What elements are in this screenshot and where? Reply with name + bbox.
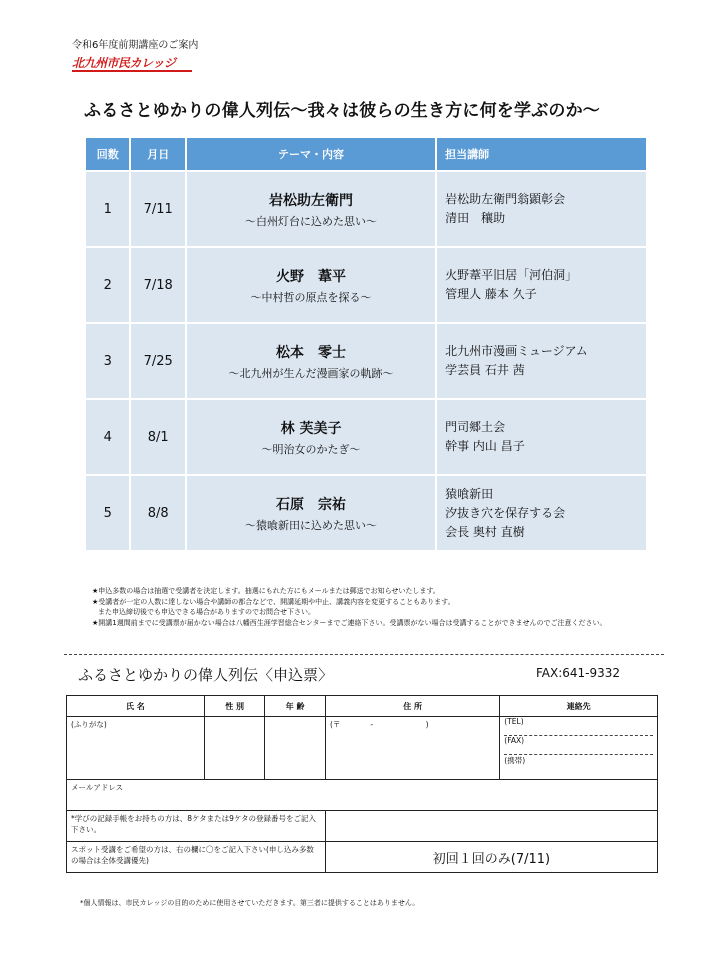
table-row [86, 476, 646, 550]
note-line: ★受講者が一定の人数に達しない場合や講師の都合などで、開講延期や中止、講義内容を変更することもあります。 [92, 597, 455, 606]
lecturer-line: 北九州市漫画ミュージアム [445, 344, 588, 358]
note-line: また申込締切後でも申込できる場合がありますのでお問合せ下さい。 [98, 608, 315, 616]
lecturer-line: 管理人 藤本 久子 [445, 287, 537, 301]
row-date: 7/25 [131, 324, 185, 398]
learning-record-row [67, 811, 658, 842]
table-row [86, 248, 646, 322]
lecturer-line: 岩松助左衛門翁顕彰会 [445, 192, 566, 206]
form-header-row [67, 696, 658, 717]
lecturer-line: 清田 穰助 [445, 211, 506, 225]
note-line: ★申込多数の場合は抽選で受講者を決定します。抽選にもれた方にもメールまたは郵送でお知らせいたします。 [92, 587, 440, 595]
row-lecturer [437, 248, 646, 322]
theme-name: 火野 葦平 [276, 268, 347, 285]
spot-row [67, 842, 658, 873]
row-theme [187, 248, 435, 322]
theme-subtitle: ～白州灯台に込めた思い～ [245, 214, 378, 228]
college-logo: 北九州市民カレッジ [72, 56, 176, 70]
row-theme [187, 324, 435, 398]
header-lecturer: 担当講師 [437, 138, 646, 170]
row-lecturer [437, 476, 646, 550]
form-title: ふるさとゆかりの偉人列伝〈申込票〉 [78, 666, 334, 684]
learning-record-field[interactable] [325, 811, 657, 842]
row-no: 3 [86, 324, 129, 398]
row-date: 7/11 [131, 172, 185, 246]
header-date: 月日 [131, 138, 185, 170]
first-only-field[interactable]: 初回１回のみ(7/11) [325, 842, 657, 873]
row-lecturer [437, 400, 646, 474]
fax-label: (FAX) [504, 736, 653, 755]
lecturer-line: 学芸員 石井 茜 [445, 363, 525, 377]
lecturer-line: 猿喰新田 [445, 486, 494, 501]
schedule-table [84, 136, 648, 552]
application-form [66, 695, 658, 873]
email-row [67, 780, 658, 811]
email-label: メールアドレス [71, 783, 124, 792]
tel-label: (TEL) [504, 717, 653, 736]
contact-field[interactable] [500, 717, 658, 780]
email-field[interactable] [67, 780, 658, 811]
theme-name: 岩松助左衛門 [269, 192, 354, 209]
row-theme [187, 400, 435, 474]
header-address: 住 所 [325, 696, 499, 717]
form-input-row [67, 717, 658, 780]
lecturer-line: 会長 奥村 直樹 [445, 524, 525, 539]
theme-subtitle: ～中村哲の原点を探る～ [250, 290, 372, 304]
row-date: 7/18 [131, 248, 185, 322]
header-contact: 連絡先 [500, 696, 658, 717]
privacy-footer: *個人情報は、市民カレッジの目的のために使用させていただきます。第三者に提供することはありません。 [80, 899, 420, 907]
row-no: 4 [86, 400, 129, 474]
spot-note: スポット受講をご希望の方は、右の欄に〇をご記入下さい(申し込み多数の場合は全体受講優先) [67, 842, 326, 873]
row-lecturer [437, 324, 646, 398]
name-field[interactable] [67, 717, 205, 780]
header-note: 令和6年度前期講座のご案内 [72, 40, 199, 51]
header-no: 回数 [86, 138, 129, 170]
row-date: 8/1 [131, 400, 185, 474]
note-line: ★開講1週間前までに受講票が届かない場合は八幡西生涯学習総合センターまでご連絡下さい。受講票がない場合は受講することができませんのでご注意ください。 [92, 618, 607, 627]
header-gender: 性 別 [204, 696, 265, 717]
logo-underline [72, 70, 192, 72]
lecturer-line: 汐抜き穴を保存する会 [445, 505, 566, 520]
gender-field[interactable] [204, 717, 265, 780]
address-field[interactable] [325, 717, 499, 780]
row-theme [187, 476, 435, 550]
age-field[interactable] [265, 717, 326, 780]
table-row [86, 400, 646, 474]
theme-name: 松本 零士 [276, 344, 347, 361]
page-title: ふるさとゆかりの偉人列伝～我々は彼らの生き方に何を学ぶのか～ [84, 101, 600, 121]
row-no: 1 [86, 172, 129, 246]
lecturer-line: 門司郷土会 [445, 420, 506, 434]
theme-name: 林 芙美子 [280, 420, 342, 437]
theme-subtitle: ～北九州が生んだ漫画家の軌跡～ [228, 366, 394, 380]
header-name: 氏 名 [67, 696, 205, 717]
row-no: 2 [86, 248, 129, 322]
postal-code-label: (〒 - ) [329, 720, 429, 729]
row-theme [187, 172, 435, 246]
header-age: 年 齢 [265, 696, 326, 717]
theme-subtitle: ～明治女のかたぎ～ [261, 442, 361, 456]
header-theme: テーマ・内容 [187, 138, 435, 170]
theme-subtitle: ～猿喰新田に込めた思い～ [245, 518, 378, 532]
mobile-label: (携帯) [504, 756, 526, 765]
row-no: 5 [86, 476, 129, 550]
row-lecturer [437, 172, 646, 246]
lecturer-line: 幹事 内山 昌子 [445, 439, 525, 453]
schedule-header-row [86, 138, 646, 170]
lecturer-line: 火野葦平旧居「河伯洞」 [445, 268, 578, 282]
fax-number: FAX:641-9332 [536, 666, 621, 680]
table-row [86, 172, 646, 246]
cut-line [64, 654, 664, 655]
furigana-label: (ふりがな) [71, 720, 107, 729]
learning-record-note: *学びの記録手帳をお持ちの方は、8ケタまたは9ケタの登録番号をご記入下さい。 [67, 811, 326, 842]
notes [92, 586, 652, 628]
row-date: 8/8 [131, 476, 185, 550]
table-row [86, 324, 646, 398]
theme-name: 石原 宗祐 [276, 496, 347, 513]
